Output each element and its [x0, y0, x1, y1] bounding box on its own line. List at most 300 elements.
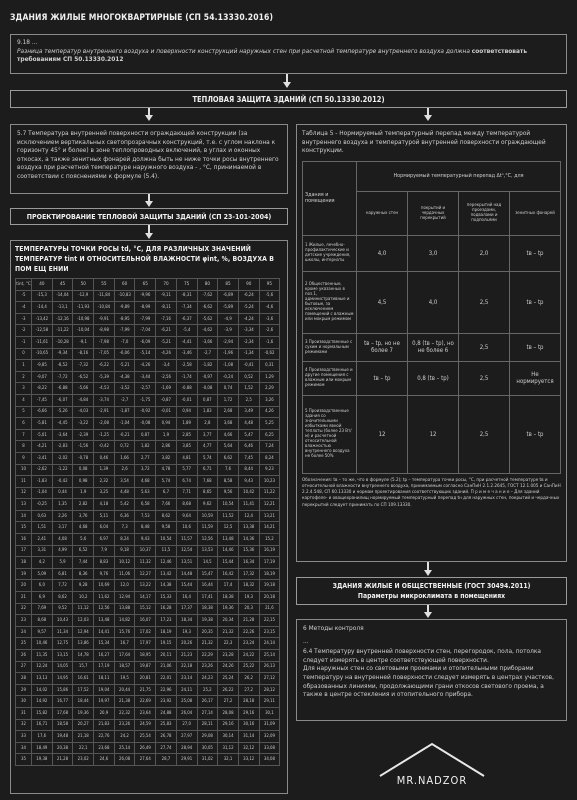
dew-cell: 27,2	[238, 684, 259, 696]
dew-row	[16, 557, 280, 569]
dew-cell: 6,52	[73, 545, 94, 557]
dew-cell: -11,93	[73, 302, 94, 314]
dew-cell: 15,86	[52, 684, 73, 696]
dew-cell: 16,07	[135, 615, 156, 627]
dew-cell: 19,97	[94, 696, 115, 708]
dew-cell: -1,82	[197, 360, 218, 372]
dew-cell: 1,89	[176, 418, 197, 430]
dew-cell: 18,38	[197, 603, 218, 615]
dew-cell: -7,32	[73, 360, 94, 372]
arrow-down-icon	[145, 115, 153, 121]
dew-cell: 5,64	[218, 441, 239, 453]
dew-cell: 1,39	[94, 464, 115, 476]
dew-cell: -0,87	[156, 394, 177, 406]
dew-cell: 0,46	[94, 452, 115, 464]
dew-row	[16, 603, 280, 615]
dew-row	[16, 522, 280, 534]
dew-cell: 26,08	[114, 754, 135, 766]
dew-row-label: -3	[16, 313, 32, 325]
dew-cell: 21,75	[135, 684, 156, 696]
dew-cell: 6,81	[52, 568, 73, 580]
dew-row	[16, 534, 280, 546]
dew-cell: -2,7	[114, 394, 135, 406]
dew-cell: 0,63	[32, 510, 53, 522]
dew-cell: 0,31	[259, 360, 280, 372]
dew-cell: 27,12	[259, 673, 280, 685]
dew-cell: -0,92	[135, 406, 156, 418]
dew-cell: 27,97	[176, 731, 197, 743]
dew-row	[16, 742, 280, 754]
dew-cell: 12,24	[32, 661, 53, 673]
dew-row	[16, 754, 280, 766]
dew-cell: -6,21	[156, 325, 177, 337]
dew-cell: 16,61	[73, 673, 94, 685]
dew-cell: 12,27	[135, 568, 156, 580]
dew-cell: 6,58	[135, 499, 156, 511]
dew-cell: 6,62	[218, 452, 239, 464]
table5-subheader: покрытий и чердачных перекрытий	[408, 191, 459, 235]
methods-p1: 6.4 Температуру внутренней поверхности стен, перегородок, пола, потолка следует измерять в центре соответствующей поверхности.	[303, 647, 541, 664]
dew-cell: 15,36	[238, 545, 259, 557]
dew-cell: 7,9	[94, 545, 115, 557]
dew-cell: 17,19	[259, 557, 280, 569]
dew-row-label: 20	[16, 580, 32, 592]
dew-cell: 29,91	[176, 754, 197, 766]
dew-cell: 14,05	[52, 661, 73, 673]
dew-cell: 22,3	[218, 638, 239, 650]
dew-cell: 8,36	[73, 568, 94, 580]
dew-cell: 0,44	[52, 487, 73, 499]
dew-cell: 11,32	[135, 557, 156, 569]
dew-cell: -7,0	[114, 336, 135, 348]
dew-cell: -2,83	[52, 441, 73, 453]
table5-row-name: 4 Производственные и другие помещения с влажным или мокрым режимом	[303, 361, 357, 395]
dew-row	[16, 719, 280, 731]
dew-cell: 23,28	[218, 650, 239, 662]
dew-row-label: 4	[16, 394, 32, 406]
dew-cell: 23,64	[135, 707, 156, 719]
dew-cell: -3,4	[156, 360, 177, 372]
dew-cell: -12,58	[32, 325, 53, 337]
dew-cell: -0,42	[94, 441, 115, 453]
dew-row-label: -1	[16, 336, 32, 348]
dew-cell: 16,71	[32, 719, 53, 731]
dew-cell: 16,42	[218, 568, 239, 580]
dew-cell: 24,22	[238, 650, 259, 662]
dew-cell: -10,98	[73, 313, 94, 325]
dew-row-label: 32	[16, 719, 32, 731]
dew-cell: -7,16	[156, 313, 177, 325]
table5-col-building: Здания и помещения	[303, 161, 357, 235]
dew-cell: 15,44	[218, 557, 239, 569]
dew-cell: -3,66	[197, 336, 218, 348]
dew-cell: -14,04	[52, 290, 73, 302]
dew-cell: 18,57	[114, 661, 135, 673]
top-clause: 9.18 ...	[17, 38, 38, 46]
dew-cell: -9,07	[32, 371, 53, 383]
clause-5-7: 5.7 Температура внутренней поверхности ограждающей конструкции (за исключением вертикальных светопрозрачных конструкций, т.е. с углом наклона к горизонту 45° и более) в зоне теплопроводных включений, в углах и оконных откосах, а также зенитных фонарей должна быть не ниже точки росы внутреннего воздуха при расчетной температуре наружного воздуха - , °С, принимаемой в соответствии с пояснениями к формуле (5.4).	[10, 124, 288, 194]
table5-note: Обозначения: tв – то же, что в формуле (5.2); tр – температура точки росы, °С, при расчетной температуре tв и относительной влажности внутреннего воздуха, принимаемым согласно СанПиН 2.1.2.2645, ГОСТ 12.1.005 и СанПиН 2.2.4.548, СП 60.13330 и нормам проектирования соответствующих зданий. П р и м е ч а н и е – Для зданий картофеле- и овощехранилищ нормируемый температурный перепад tн для наружных стен, покрытий и чердачных перекрытий следует принимать по СП 109.13330.	[302, 477, 561, 508]
dew-cell: -12,16	[52, 313, 73, 325]
dew-cell: -1,04	[114, 418, 135, 430]
dew-row-label: 17	[16, 545, 32, 557]
dew-row	[16, 383, 280, 395]
dew-cell: 33,08	[259, 742, 280, 754]
dew-cell: -4,62	[197, 325, 218, 337]
dew-cell: 18,32	[238, 580, 259, 592]
dew-row-label: 24	[16, 626, 32, 638]
dew-cell: 15,47	[197, 568, 218, 580]
dew-cell: -6,09	[135, 336, 156, 348]
dew-row-label: 25	[16, 638, 32, 650]
dew-cell: 16,4	[176, 592, 197, 604]
dew-cell: 6,74	[176, 476, 197, 488]
dew-cell: -1,74	[176, 371, 197, 383]
dew-cell: 1,51	[32, 522, 53, 534]
table5-row	[303, 395, 561, 473]
dew-cell: 8,68	[32, 615, 53, 627]
dew-cell: -2,91	[94, 406, 115, 418]
dew-cell: -4,26	[156, 348, 177, 360]
dew-cell: -5,01	[32, 429, 53, 441]
table5-value: 2,5	[459, 395, 510, 473]
dew-cell: -5,4	[176, 325, 197, 337]
dew-cell: -4,41	[176, 336, 197, 348]
dew-header-cell: 50	[73, 279, 94, 291]
dew-cell: -11,84	[94, 290, 115, 302]
dew-cell: 28,18	[238, 696, 259, 708]
dew-cell: -8,52	[52, 360, 73, 372]
dew-cell: 20,27	[73, 719, 94, 731]
dew-cell: 7,72	[52, 580, 73, 592]
dew-cell: -14,4	[32, 302, 53, 314]
dew-cell: 14,36	[238, 534, 259, 546]
dew-cell: 20,11	[156, 650, 177, 662]
table5-row	[303, 333, 561, 361]
dew-cell: -6,52	[73, 371, 94, 383]
dew-cell: 9,28	[73, 580, 94, 592]
dew-header-cell: 65	[135, 279, 156, 291]
dew-cell: 24,6	[94, 754, 115, 766]
dew-cell: 3,82	[156, 452, 177, 464]
dew-cell: 13,53	[197, 545, 218, 557]
dew-row	[16, 592, 280, 604]
dew-cell: 17,4	[218, 580, 239, 592]
dew-header-cell: 40	[32, 279, 53, 291]
dew-cell: 20,9	[94, 707, 115, 719]
dew-cell: -3,22	[73, 418, 94, 430]
dew-cell: 12,5	[218, 522, 239, 534]
dew-cell: 14,92	[32, 696, 53, 708]
dew-cell: 10,6	[176, 522, 197, 534]
dew-cell: 11,59	[197, 522, 218, 534]
dew-cell: 10,42	[238, 487, 259, 499]
dew-header-cell: 70	[156, 279, 177, 291]
table5-value: 0,8 (tв – tр)	[408, 361, 459, 395]
dew-cell: -7,34	[176, 302, 197, 314]
dew-cell: -2,02	[52, 452, 73, 464]
dew-cell: -7,98	[94, 336, 115, 348]
dew-cell: 26,04	[176, 707, 197, 719]
dew-cell: 21,38	[114, 696, 135, 708]
dew-cell: 3,76	[73, 510, 94, 522]
dew-cell: -3,9	[218, 325, 239, 337]
dew-cell: -10,28	[52, 336, 73, 348]
table5-row-name: 5 Производственные здания со значительными избытками явной теплоты (более 23 Вт/м) и расчетной относительной влажностью внутреннего воздуха не более 50%	[303, 395, 357, 473]
dew-cell: 22,26	[238, 626, 259, 638]
dew-cell: 11,34	[52, 626, 73, 638]
table5-row-name: 1 Жилые, лечебно-профилактические и детские учреждения, школы, интернаты	[303, 235, 357, 271]
dew-cell: 20,26	[176, 638, 197, 650]
dew-cell: 8,62	[52, 592, 73, 604]
dew-cell: -9,89	[114, 302, 135, 314]
dew-cell: -7,05	[94, 348, 115, 360]
dew-cell: 11,52	[218, 510, 239, 522]
dew-cell: 24,23	[197, 673, 218, 685]
dew-cell: 8,48	[135, 522, 156, 534]
dew-cell: 21,6	[259, 603, 280, 615]
dew-row	[16, 568, 280, 580]
dew-row-label: 30	[16, 696, 32, 708]
dew-cell: 11,06	[114, 568, 135, 580]
dew-cell: 4,26	[259, 406, 280, 418]
table5-value: tв – tр	[357, 361, 408, 395]
dew-cell: 6,7	[156, 487, 177, 499]
dew-cell: -5,21	[114, 360, 135, 372]
dew-cell: 31,09	[259, 719, 280, 731]
table5	[302, 161, 561, 474]
dew-cell: 7,71	[176, 487, 197, 499]
arrow-down-icon	[424, 115, 432, 121]
dew-row-label: 8	[16, 441, 32, 453]
dew-cell: 6,04	[94, 522, 115, 534]
dew-cell: 27,0	[176, 719, 197, 731]
dew-cell: 1,29	[259, 371, 280, 383]
dew-cell: 22,76	[94, 731, 115, 743]
dew-cell: 17,6	[32, 731, 53, 743]
dew-cell: 22,18	[176, 661, 197, 673]
table5-value: tв – tр	[510, 235, 561, 271]
dew-cell: -6,89	[218, 290, 239, 302]
dew-row-label: 1	[16, 360, 32, 372]
dew-cell: 32,09	[259, 731, 280, 743]
dew-cell: 15,82	[32, 707, 53, 719]
dew-row-label: 9	[16, 452, 32, 464]
dew-cell: 18,49	[32, 742, 53, 754]
dew-cell: -6,07	[52, 394, 73, 406]
dew-header-cell: 90	[238, 279, 259, 291]
dew-row-label: -5	[16, 290, 32, 302]
dew-cell: 10,43	[52, 615, 73, 627]
dew-row-label: 7	[16, 429, 32, 441]
dew-cell: 27,2	[218, 696, 239, 708]
dew-cell: -0,25	[32, 499, 53, 511]
table5-col-norm: Нормируемый температурный перепад Δtⁿ,°С, для	[357, 161, 561, 191]
dew-cell: 23,68	[94, 742, 115, 754]
dew-row	[16, 580, 280, 592]
dew-cell: 19,36	[218, 603, 239, 615]
dew-cell: 13,86	[73, 638, 94, 650]
dew-cell: 16,44	[197, 580, 218, 592]
dew-cell: 16,77	[52, 696, 73, 708]
dew-cell: 16,34	[238, 557, 259, 569]
dew-cell: 9,18	[114, 545, 135, 557]
table5-value: 12	[408, 395, 459, 473]
dew-cell: 13,21	[259, 510, 280, 522]
dew-row	[16, 696, 280, 708]
dew-row	[16, 290, 280, 302]
dew-cell: 14,41	[94, 626, 115, 638]
dew-cell: 29,16	[238, 707, 259, 719]
dew-cell: 13,22	[135, 580, 156, 592]
dew-cell: -9,1	[73, 336, 94, 348]
dew-row-label: 6	[16, 418, 32, 430]
dew-cell: 5,74	[156, 476, 177, 488]
dew-cell: 22,15	[259, 615, 280, 627]
dew-cell: 25,14	[114, 742, 135, 754]
dew-cell: 3,25	[94, 487, 115, 499]
dew-cell: 1,72	[218, 394, 239, 406]
table5-value: 2,5	[459, 333, 510, 361]
dew-cell: 14,21	[259, 522, 280, 534]
dew-cell: 5,25	[259, 418, 280, 430]
dew-cell: -5,21	[156, 336, 177, 348]
dew-cell: -3,44	[135, 371, 156, 383]
dew-cell: -0,88	[176, 383, 197, 395]
dew-cell: 28,94	[176, 742, 197, 754]
dew-section	[10, 240, 288, 794]
dew-cell: 12,0	[114, 580, 135, 592]
table5-row	[303, 235, 561, 271]
dew-cell: 26,13	[259, 661, 280, 673]
dew-cell: 23,26	[197, 661, 218, 673]
dew-cell: -5,81	[32, 418, 53, 430]
dew-cell: 1,66	[114, 452, 135, 464]
dew-row-label: 10	[16, 464, 32, 476]
dew-cell: -2,57	[135, 383, 156, 395]
dew-cell: 22,29	[197, 650, 218, 662]
dew-cell: 6,0	[32, 580, 53, 592]
dew-row	[16, 545, 280, 557]
dew-cell: 4,78	[156, 464, 177, 476]
dew-cell: 20,44	[114, 684, 135, 696]
dew-cell: 3,77	[197, 429, 218, 441]
dew-cell: 11,5	[156, 545, 177, 557]
dew-cell: -8,11	[156, 302, 177, 314]
dew-cell: -10,65	[32, 348, 53, 360]
dew-cell: 3,72	[135, 464, 156, 476]
dew-cell: 34,08	[259, 754, 280, 766]
dew-cell: -7,04	[135, 325, 156, 337]
dew-cell: -1,22	[52, 464, 73, 476]
dew-cell: 0,08	[73, 464, 94, 476]
dew-cell: -6,66	[32, 406, 53, 418]
dew-cell: -7,99	[135, 313, 156, 325]
dew-cell: 7,45	[238, 452, 259, 464]
dew-cell: -0,21	[114, 429, 135, 441]
dew-cell: -4,26	[135, 360, 156, 372]
dew-cell: 0,72	[114, 441, 135, 453]
dew-cell: -1,87	[114, 406, 135, 418]
dew-cell: 19,87	[135, 661, 156, 673]
dew-cell: -7,45	[32, 394, 53, 406]
dew-cell: -1,25	[94, 429, 115, 441]
dew-cell: 4,66	[218, 429, 239, 441]
dew-cell: 1,52	[238, 383, 259, 395]
dew-row	[16, 673, 280, 685]
dew-cell: 2,68	[218, 406, 239, 418]
dew-cell: 27,14	[197, 707, 218, 719]
dew-row-label: 22	[16, 603, 32, 615]
dew-cell: 2,6	[114, 464, 135, 476]
dew-row-label: 19	[16, 568, 32, 580]
top-text	[17, 47, 560, 64]
top-text-bold: соответствовать требованиям СП 50.13330.2012	[17, 46, 528, 64]
dew-cell: 12,54	[176, 545, 197, 557]
dew-cell: 12,21	[259, 499, 280, 511]
table5-value: 4,0	[408, 271, 459, 333]
dew-row-label: 0	[16, 348, 32, 360]
arrow-down-icon	[283, 82, 291, 88]
dew-cell: -8,98	[94, 325, 115, 337]
dew-cell: 19,15	[156, 638, 177, 650]
table5-caption: Таблица 5 - Нормируемый температурный перепад между температурой внутреннего воздуха и температурой внутренней поверхности ограждающей конструкции.	[302, 129, 546, 155]
dew-header-cell: 45	[52, 279, 73, 291]
dew-cell: 14,38	[156, 580, 177, 592]
dew-cell: -4,84	[73, 394, 94, 406]
dew-header-cell: 95	[259, 279, 280, 291]
table5-value: 4,5	[357, 271, 408, 333]
dew-cell: 18,19	[156, 626, 177, 638]
dew-cell: 33,12	[238, 754, 259, 766]
dew-row	[16, 487, 280, 499]
top-title: ЗДАНИЯ ЖИЛЫЕ МНОГОКВАРТИРНЫЕ (СП 54.13330.2016)	[10, 13, 274, 23]
dew-cell: 13,13	[32, 673, 53, 685]
dew-cell: 22,1	[73, 742, 94, 754]
dew-cell: 7,24	[259, 441, 280, 453]
dew-cell: 10,54	[218, 499, 239, 511]
methods-dots: ...	[303, 636, 309, 645]
arrow-down-icon	[424, 570, 432, 576]
dew-cell: -9,91	[94, 313, 115, 325]
dew-cell: -9,34	[52, 348, 73, 360]
dew-cell: 9,58	[156, 522, 177, 534]
dew-cell: 8,58	[218, 476, 239, 488]
dew-cell: 23,15	[259, 626, 280, 638]
dew-cell: 13,51	[176, 557, 197, 569]
dew-cell: 4,2	[32, 557, 53, 569]
dew-cell: 12,94	[73, 626, 94, 638]
dew-cell: -9,85	[32, 360, 53, 372]
dew-cell: 21,18	[73, 731, 94, 743]
dew-cell: 6,25	[259, 429, 280, 441]
dew-cell: -2,34	[238, 336, 259, 348]
dew-row-label: 28	[16, 673, 32, 685]
dew-cell: 2,86	[156, 441, 177, 453]
dew-cell: 4,48	[114, 487, 135, 499]
dew-cell: 24,2	[114, 731, 135, 743]
table5-value: 2,5	[459, 271, 510, 333]
dew-cell: 14,46	[218, 545, 239, 557]
dew-cell: -3,34	[238, 325, 259, 337]
dew-cell: 4,68	[73, 522, 94, 534]
dew-cell: 5,42	[114, 499, 135, 511]
dew-cell: 9,56	[218, 487, 239, 499]
dew-cell: 26,78	[156, 731, 177, 743]
dew-cell: 17,19	[94, 661, 115, 673]
dew-cell: 15,44	[176, 580, 197, 592]
dew-cell: -5,6	[259, 290, 280, 302]
